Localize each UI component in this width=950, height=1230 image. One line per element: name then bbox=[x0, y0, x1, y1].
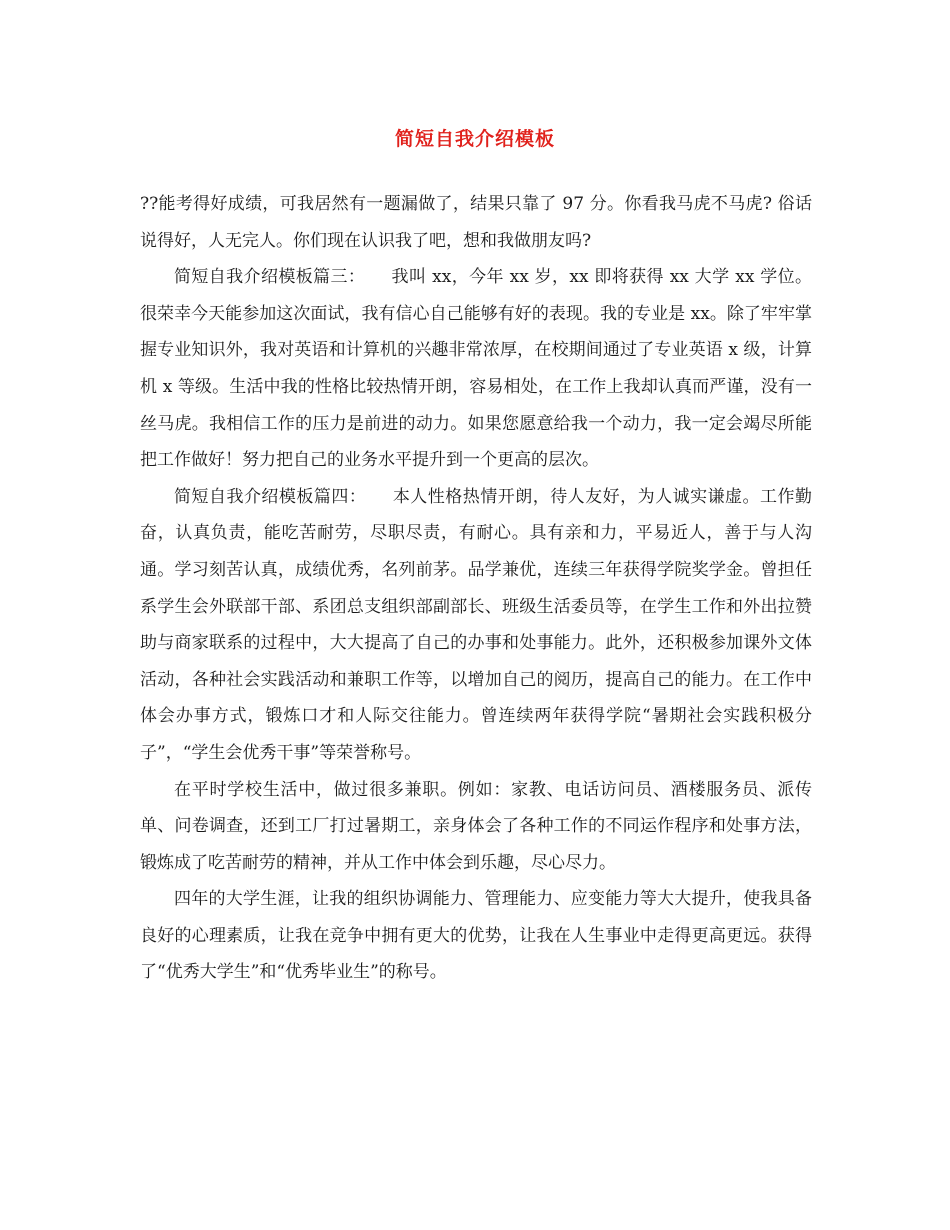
paragraph-template-three: 简短自我介绍模板篇三： 我叫 xx，今年 xx 岁，xx 即将获得 xx 大学 xx 学位。很荣幸今天能参加这次面试，我有信心自己能够有好的表现。我的专业是 xx。除了牢牢掌握专业知识外，我对英语和计算机的兴趣非常浓厚，在校期间通过了专业英语 x 级，计算机 x 等级。生活中我的性格比较热情开朗，容易相处，在工作上我却认真而严谨，没有一丝马虎。我相信工作的压力是前进的动力。如果您愿意给我一个动力，我一定会竭尽所能把工作做好！努力把自己的业务水平提升到一个更高的层次。 bbox=[140, 267, 812, 471]
paragraph-template-four: 简短自我介绍模板篇四： 本人性格热情开朗，待人友好，为人诚实谦虚。工作勤奋，认真负责，能吃苦耐劳，尽职尽责，有耐心。具有亲和力，平易近人，善于与人沟通。学习刻苦认真，成绩优秀，名列前茅。品学兼优，连续三年获得学院奖学金。曾担任系学生会外联部干部、系团总支组织部副部长、班级生活委员等，在学生工作和外出拉赞助与商家联系的过程中，大大提高了自己的办事和处事能力。此外，还积极参加课外文体活动，各种社会实践活动和兼职工作等，以增加自己的阅历，提高自己的能力。在工作中体会办事方式，锻炼口才和人际交往能力。曾连续两年获得学院“暑期社会实践积极分子”，“学生会优秀干事”等荣誉称号。 bbox=[140, 486, 812, 763]
paragraph-part-time-jobs: 在平时学校生活中，做过很多兼职。例如：家教、电话访问员、酒楼服务员、派传单、问卷调查，还到工厂打过暑期工，亲身体会了各种工作的不同运作程序和处事方法，锻炼成了吃苦耐劳的精神，并从工作中体会到乐趣，尽心尽力。 bbox=[140, 779, 812, 873]
paragraph-university-summary: 四年的大学生涯，让我的组织协调能力、管理能力、应变能力等大大提升，使我具备良好的心理素质，让我在竞争中拥有更大的优势，让我在人生事业中走得更高更远。获得了“优秀大学生”和“优秀毕业生”的称号。 bbox=[140, 889, 812, 983]
document-body bbox=[140, 186, 812, 991]
paragraph-intro-continuation: ??能考得好成绩，可我居然有一题漏做了，结果只靠了 97 分。你看我马虎不马虎? 俗话说得好，人无完人。你们现在认识我了吧，想和我做朋友吗? bbox=[140, 194, 812, 251]
document-title: 简短自我介绍模板 bbox=[394, 128, 555, 150]
